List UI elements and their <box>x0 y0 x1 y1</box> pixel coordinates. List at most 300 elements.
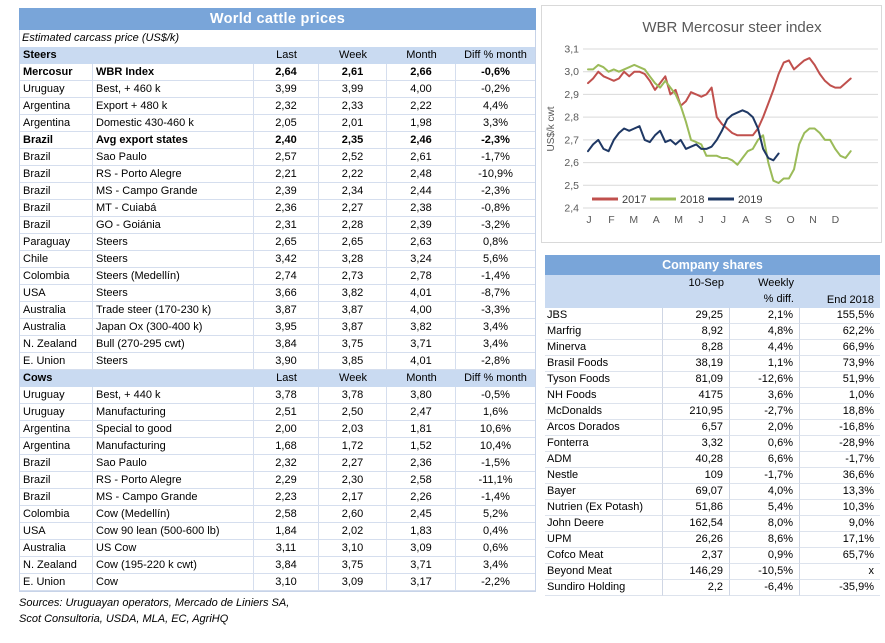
diff-month-cell: -1,4% <box>456 268 535 285</box>
gridlines <box>564 44 878 215</box>
description-cell: Steers <box>93 285 254 302</box>
sources-line-1: Sources: Uruguayan operators, Mercado de Liniers SA, <box>19 597 290 609</box>
series-2018-line <box>588 65 851 183</box>
country-cell: Brazil <box>20 489 93 506</box>
cattle-prices-grid <box>19 30 536 592</box>
week-value-cell: 2,28 <box>319 217 387 234</box>
company-name-cell: Tyson Foods <box>545 372 663 388</box>
last-value-cell: 2,65 <box>254 234 319 251</box>
price-cell: 81,09 <box>663 372 730 388</box>
table-row <box>20 234 535 251</box>
diff-month-cell: 0,8% <box>456 234 535 251</box>
last-value-cell: 2,23 <box>254 489 319 506</box>
country-cell: Brazil <box>20 455 93 472</box>
month-value-cell: 2,46 <box>387 132 456 149</box>
last-value-cell: 3,87 <box>254 302 319 319</box>
week-value-cell: 2,27 <box>319 455 387 472</box>
description-cell: Trade steer (170-230 k) <box>93 302 254 319</box>
company-name-cell: Marfrig <box>545 324 663 340</box>
description-cell: Manufacturing <box>93 404 254 421</box>
table-row <box>20 421 535 438</box>
last-value-cell: 3,10 <box>254 574 319 591</box>
company-shares-header <box>545 275 880 308</box>
diff-month-cell: 5,2% <box>456 506 535 523</box>
last-value-cell: 2,32 <box>254 98 319 115</box>
y-axis-label: US$/k cwt <box>546 106 557 152</box>
table-row <box>20 285 535 302</box>
y-tick-label: 2,7 <box>564 134 579 147</box>
price-cell: 146,29 <box>663 564 730 580</box>
diff-month-cell: 3,3% <box>456 115 535 132</box>
week-value-cell: 3,09 <box>319 574 387 591</box>
description-cell: Steers <box>93 353 254 370</box>
weekly-diff-cell: 2,1% <box>730 308 800 324</box>
week-value-cell: 3,28 <box>319 251 387 268</box>
week-value-cell: 2,30 <box>319 472 387 489</box>
company-name-cell: Fonterra <box>545 436 663 452</box>
month-value-cell: 2,38 <box>387 200 456 217</box>
month-value-cell: 2,44 <box>387 183 456 200</box>
diff-month-cell: 3,4% <box>456 336 535 353</box>
month-value-cell: 3,71 <box>387 557 456 574</box>
company-name-cell: Bayer <box>545 484 663 500</box>
company-name-cell: Minerva <box>545 340 663 356</box>
x-tick-label: J <box>586 214 592 226</box>
company-row <box>545 484 880 500</box>
week-value-cell: 2,60 <box>319 506 387 523</box>
diff-month-cell: -11,1% <box>456 472 535 489</box>
weekly-diff-cell: 0,9% <box>730 548 800 564</box>
x-tick-label: A <box>652 214 660 226</box>
month-value-cell: 2,36 <box>387 455 456 472</box>
description-cell: Cow 90 lean (500-600 lb) <box>93 523 254 540</box>
description-cell: Best, + 460 k <box>93 81 254 98</box>
weekly-diff-cell: 6,6% <box>730 452 800 468</box>
month-value-cell: 2,45 <box>387 506 456 523</box>
diff-month-cell: -2,2% <box>456 574 535 591</box>
week-value-cell: 2,65 <box>319 234 387 251</box>
column-header: Month <box>387 47 456 64</box>
table-row <box>20 438 535 455</box>
end2018-cell: 51,9% <box>800 372 880 388</box>
sources-line-2: Scot Consultoria, USDA, MLA, EC, AgriHQ <box>19 613 229 625</box>
column-header: Week <box>319 47 387 64</box>
table-subtitle: Estimated carcass price (US$/k) <box>22 32 180 44</box>
month-value-cell: 3,82 <box>387 319 456 336</box>
steer-index-line-chart <box>542 6 881 242</box>
weekly-diff-cell: 3,6% <box>730 388 800 404</box>
weekly-diff-cell: 4,0% <box>730 484 800 500</box>
country-cell: Argentina <box>20 421 93 438</box>
weekly-diff-cell: 8,0% <box>730 516 800 532</box>
country-cell: N. Zealand <box>20 336 93 353</box>
column-header: Diff % month <box>456 47 535 64</box>
month-value-cell: 1,98 <box>387 115 456 132</box>
last-value-cell: 2,39 <box>254 183 319 200</box>
description-cell: US Cow <box>93 540 254 557</box>
description-cell: Steers <box>93 251 254 268</box>
country-cell: Argentina <box>20 98 93 115</box>
header-weekly-cell <box>730 275 800 308</box>
price-cell: 69,07 <box>663 484 730 500</box>
description-cell: Manufacturing <box>93 438 254 455</box>
weekly-diff-cell: -1,7% <box>730 468 800 484</box>
y-tick-label: 2,8 <box>564 111 579 124</box>
week-value-cell: 2,73 <box>319 268 387 285</box>
company-row <box>545 324 880 340</box>
section-header-row <box>20 47 535 64</box>
world-cattle-prices-table <box>19 8 536 627</box>
table-row <box>20 217 535 234</box>
description-cell: Cow (195-220 k cwt) <box>93 557 254 574</box>
company-row <box>545 308 880 324</box>
diff-month-cell: -2,3% <box>456 132 535 149</box>
country-cell: E. Union <box>20 353 93 370</box>
table-row <box>20 132 535 149</box>
diff-month-cell: -0,5% <box>456 387 535 404</box>
price-cell: 51,86 <box>663 500 730 516</box>
diff-month-cell: 0,6% <box>456 540 535 557</box>
country-cell: Mercosur <box>20 64 93 81</box>
week-value-cell: 2,33 <box>319 98 387 115</box>
company-shares-table <box>545 255 880 596</box>
table-row <box>20 574 535 591</box>
end2018-cell: x <box>800 564 880 580</box>
month-value-cell: 2,78 <box>387 268 456 285</box>
y-tick-label: 3,1 <box>564 43 579 56</box>
last-value-cell: 2,64 <box>254 64 319 81</box>
header-weekly-label: Weekly <box>758 277 794 289</box>
end2018-cell: 66,9% <box>800 340 880 356</box>
month-value-cell: 1,83 <box>387 523 456 540</box>
table-row <box>20 64 535 81</box>
country-cell: Australia <box>20 302 93 319</box>
weekly-diff-cell: 1,1% <box>730 356 800 372</box>
end2018-cell: 36,6% <box>800 468 880 484</box>
x-tick-label: D <box>831 214 840 226</box>
description-cell: WBR Index <box>93 64 254 81</box>
diff-month-cell: -2,8% <box>456 353 535 370</box>
last-value-cell: 3,11 <box>254 540 319 557</box>
table-row <box>20 98 535 115</box>
end2018-cell: -1,7% <box>800 452 880 468</box>
month-value-cell: 2,48 <box>387 166 456 183</box>
weekly-diff-cell: 2,0% <box>730 420 800 436</box>
price-cell: 8,92 <box>663 324 730 340</box>
country-cell: USA <box>20 285 93 302</box>
y-tick-label: 2,9 <box>564 88 579 101</box>
description-cell: RS - Porto Alegre <box>93 166 254 183</box>
month-value-cell: 3,24 <box>387 251 456 268</box>
company-row <box>545 580 880 596</box>
company-row <box>545 388 880 404</box>
end2018-cell: 18,8% <box>800 404 880 420</box>
description-cell: RS - Porto Alegre <box>93 472 254 489</box>
y-tick-label: 2,4 <box>564 202 579 215</box>
company-name-cell: Nestle <box>545 468 663 484</box>
company-name-cell: Arcos Dorados <box>545 420 663 436</box>
price-cell: 26,26 <box>663 532 730 548</box>
country-cell: Argentina <box>20 438 93 455</box>
x-tick-label: J <box>698 214 704 226</box>
description-cell: Steers (Medellín) <box>93 268 254 285</box>
y-tick-label: 2,5 <box>564 179 579 192</box>
last-value-cell: 3,95 <box>254 319 319 336</box>
end2018-cell: 9,0% <box>800 516 880 532</box>
weekly-diff-cell: 4,4% <box>730 340 800 356</box>
month-value-cell: 1,81 <box>387 421 456 438</box>
diff-month-cell: -8,7% <box>456 285 535 302</box>
last-value-cell: 3,99 <box>254 81 319 98</box>
week-value-cell: 3,87 <box>319 302 387 319</box>
table-row <box>20 115 535 132</box>
week-value-cell: 2,35 <box>319 132 387 149</box>
last-value-cell: 1,68 <box>254 438 319 455</box>
description-cell: Japan Ox (300-400 k) <box>93 319 254 336</box>
world-cattle-prices-title: World cattle prices <box>19 8 536 30</box>
week-value-cell: 3,85 <box>319 353 387 370</box>
diff-month-cell: -3,3% <box>456 302 535 319</box>
diff-month-cell: 5,6% <box>456 251 535 268</box>
week-value-cell: 2,02 <box>319 523 387 540</box>
diff-month-cell: -0,2% <box>456 81 535 98</box>
header-end2018-label: End 2018 <box>826 294 874 306</box>
country-cell: Uruguay <box>20 387 93 404</box>
y-tick-label: 3,0 <box>564 66 579 79</box>
last-value-cell: 2,00 <box>254 421 319 438</box>
series-2017-line <box>588 58 851 135</box>
x-tick-label: A <box>742 214 750 226</box>
company-row <box>545 468 880 484</box>
table-row <box>20 455 535 472</box>
diff-month-cell: 3,4% <box>456 319 535 336</box>
country-cell: Brazil <box>20 149 93 166</box>
description-cell: Special to good <box>93 421 254 438</box>
last-value-cell: 2,36 <box>254 200 319 217</box>
table-row <box>20 166 535 183</box>
table-row <box>20 302 535 319</box>
last-value-cell: 3,42 <box>254 251 319 268</box>
column-header: Last <box>254 370 319 387</box>
country-cell: Brazil <box>20 472 93 489</box>
company-name-cell: McDonalds <box>545 404 663 420</box>
week-value-cell: 2,22 <box>319 166 387 183</box>
country-cell: N. Zealand <box>20 557 93 574</box>
description-cell: MS - Campo Grande <box>93 489 254 506</box>
diff-month-cell: -1,5% <box>456 455 535 472</box>
diff-month-cell: -2,3% <box>456 183 535 200</box>
description-cell: GO - Goiánia <box>93 217 254 234</box>
weekly-diff-cell: -2,7% <box>730 404 800 420</box>
table-row <box>20 319 535 336</box>
price-cell: 2,37 <box>663 548 730 564</box>
country-cell: Colombia <box>20 506 93 523</box>
country-cell: Australia <box>20 540 93 557</box>
table-row <box>20 489 535 506</box>
week-value-cell: 1,72 <box>319 438 387 455</box>
week-value-cell: 3,78 <box>319 387 387 404</box>
end2018-cell: 1,0% <box>800 388 880 404</box>
end2018-cell: 155,5% <box>800 308 880 324</box>
country-cell: USA <box>20 523 93 540</box>
country-cell: Australia <box>20 319 93 336</box>
header-empty-cell <box>545 275 663 308</box>
country-cell: Brazil <box>20 217 93 234</box>
table-row <box>20 404 535 421</box>
week-value-cell: 2,61 <box>319 64 387 81</box>
month-value-cell: 4,00 <box>387 302 456 319</box>
company-row <box>545 500 880 516</box>
month-value-cell: 2,61 <box>387 149 456 166</box>
last-value-cell: 3,66 <box>254 285 319 302</box>
last-value-cell: 2,58 <box>254 506 319 523</box>
country-cell: Brazil <box>20 166 93 183</box>
diff-month-cell: 1,6% <box>456 404 535 421</box>
x-tick-label: O <box>786 214 795 226</box>
company-name-cell: Beyond Meat <box>545 564 663 580</box>
weekly-diff-cell: 5,4% <box>730 500 800 516</box>
section-name: Cows <box>20 370 254 387</box>
month-value-cell: 2,22 <box>387 98 456 115</box>
legend-label-2017: 2017 <box>622 194 647 206</box>
month-value-cell: 1,52 <box>387 438 456 455</box>
last-value-cell: 2,05 <box>254 115 319 132</box>
diff-month-cell: -1,7% <box>456 149 535 166</box>
last-value-cell: 3,90 <box>254 353 319 370</box>
week-value-cell: 3,10 <box>319 540 387 557</box>
x-tick-label: F <box>608 214 615 226</box>
diff-month-cell: -10,9% <box>456 166 535 183</box>
table-row <box>20 183 535 200</box>
month-value-cell: 2,58 <box>387 472 456 489</box>
chart-legend <box>592 194 762 206</box>
week-value-cell: 3,75 <box>319 557 387 574</box>
end2018-cell: 62,2% <box>800 324 880 340</box>
description-cell: Cow <box>93 574 254 591</box>
description-cell: Best, + 440 k <box>93 387 254 404</box>
description-cell: Avg export states <box>93 132 254 149</box>
country-cell: Uruguay <box>20 404 93 421</box>
description-cell: Domestic 430-460 k <box>93 115 254 132</box>
week-value-cell: 2,50 <box>319 404 387 421</box>
week-value-cell: 3,82 <box>319 285 387 302</box>
last-value-cell: 2,21 <box>254 166 319 183</box>
header-end2018-cell <box>800 275 880 308</box>
company-name-cell: NH Foods <box>545 388 663 404</box>
month-value-cell: 2,66 <box>387 64 456 81</box>
section-header-row <box>20 370 535 387</box>
weekly-diff-cell: 0,6% <box>730 436 800 452</box>
company-row <box>545 548 880 564</box>
table-row <box>20 506 535 523</box>
chart-title: WBR Mercosur steer index <box>642 19 822 36</box>
country-cell: Brazil <box>20 200 93 217</box>
description-cell: Steers <box>93 234 254 251</box>
month-value-cell: 2,63 <box>387 234 456 251</box>
week-value-cell: 3,99 <box>319 81 387 98</box>
end2018-cell: 73,9% <box>800 356 880 372</box>
country-cell: Chile <box>20 251 93 268</box>
last-value-cell: 2,57 <box>254 149 319 166</box>
diff-month-cell: -0,6% <box>456 64 535 81</box>
company-name-cell: UPM <box>545 532 663 548</box>
company-row <box>545 420 880 436</box>
weekly-diff-cell: 4,8% <box>730 324 800 340</box>
month-value-cell: 4,01 <box>387 353 456 370</box>
diff-month-cell: -0,8% <box>456 200 535 217</box>
price-cell: 38,19 <box>663 356 730 372</box>
diff-month-cell: 10,4% <box>456 438 535 455</box>
month-value-cell: 3,80 <box>387 387 456 404</box>
end2018-cell: 13,3% <box>800 484 880 500</box>
x-tick-label: J <box>720 214 727 226</box>
country-cell: Argentina <box>20 115 93 132</box>
last-value-cell: 3,84 <box>254 336 319 353</box>
month-value-cell: 3,71 <box>387 336 456 353</box>
month-value-cell: 4,01 <box>387 285 456 302</box>
company-row <box>545 372 880 388</box>
table-row <box>20 149 535 166</box>
y-tick-label: 2,6 <box>564 157 579 170</box>
company-row <box>545 436 880 452</box>
last-value-cell: 1,84 <box>254 523 319 540</box>
sources-note <box>19 595 536 627</box>
table-row <box>20 557 535 574</box>
description-cell: MS - Campo Grande <box>93 183 254 200</box>
table-row <box>20 523 535 540</box>
week-value-cell: 2,17 <box>319 489 387 506</box>
end2018-cell: 65,7% <box>800 548 880 564</box>
month-value-cell: 4,00 <box>387 81 456 98</box>
week-value-cell: 2,03 <box>319 421 387 438</box>
weekly-diff-cell: 8,6% <box>730 532 800 548</box>
header-date-cell <box>663 275 730 308</box>
legend-label-2018: 2018 <box>680 194 705 206</box>
x-tick-label: S <box>764 214 772 226</box>
diff-month-cell: 0,4% <box>456 523 535 540</box>
column-header: Diff % month <box>456 370 535 387</box>
price-cell: 162,54 <box>663 516 730 532</box>
month-value-cell: 2,39 <box>387 217 456 234</box>
week-value-cell: 3,87 <box>319 319 387 336</box>
end2018-cell: 17,1% <box>800 532 880 548</box>
x-axis-labels <box>586 214 839 226</box>
month-value-cell: 3,17 <box>387 574 456 591</box>
company-row <box>545 356 880 372</box>
description-cell: Sao Paulo <box>93 455 254 472</box>
price-cell: 2,2 <box>663 580 730 596</box>
description-cell: Bull (270-295 cwt) <box>93 336 254 353</box>
company-name-cell: ADM <box>545 452 663 468</box>
price-cell: 29,25 <box>663 308 730 324</box>
description-cell: MT - Cuiabá <box>93 200 254 217</box>
end2018-cell: 10,3% <box>800 500 880 516</box>
x-tick-label: N <box>809 214 817 226</box>
last-value-cell: 3,78 <box>254 387 319 404</box>
country-cell: Brazil <box>20 183 93 200</box>
company-row <box>545 516 880 532</box>
month-value-cell: 2,26 <box>387 489 456 506</box>
company-name-cell: John Deere <box>545 516 663 532</box>
week-value-cell: 2,52 <box>319 149 387 166</box>
country-cell: E. Union <box>20 574 93 591</box>
header-pct-diff-label: % diff. <box>763 293 794 305</box>
table-row <box>20 81 535 98</box>
end2018-cell: -35,9% <box>800 580 880 596</box>
country-cell: Uruguay <box>20 81 93 98</box>
price-cell: 40,28 <box>663 452 730 468</box>
column-header: Last <box>254 47 319 64</box>
